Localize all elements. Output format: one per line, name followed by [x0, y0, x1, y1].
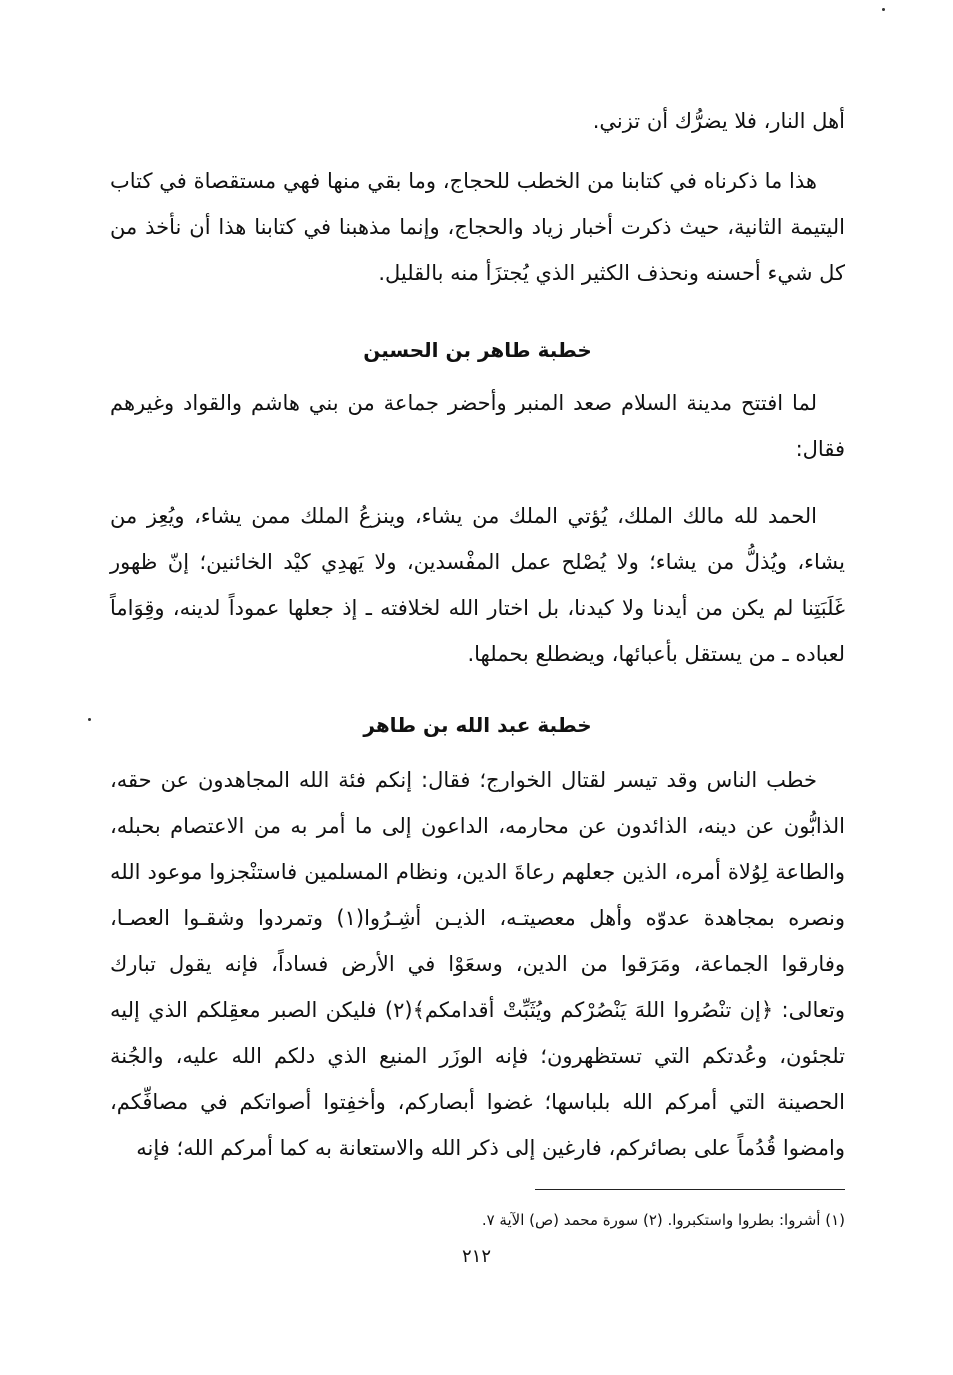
paragraph-closing-line: [110, 98, 845, 144]
scan-speck: [88, 718, 91, 721]
paragraph-text: هذا ما ذكرناه في كتابنا من الخطب للحجاج، وما بقي منها فهي مستقصاة في كتاب اليتيمة الثانية، حيث ذكرت أخبار زياد والحجاج، وإنما مذهبنا في كتابنا هذا أن نأخذ من كل شيء أحسنه ونحذف الكثير الذي يُجتزَأ منه بالقليل.: [110, 169, 845, 285]
paragraph-text: خطب الناس وقد تيسر لقتال الخوارج؛ فقال: إنكم فئة الله المجاهدون عن حقه، الذابُّون عن دينه، الذائدون عن محارمه، الداعون إلى ما أمر به من الاعتصام بحبله، والطاعة لِوُلاة أمره، الذين جعلهم رعاةَ الدين، ونظام المسلمين فاستنْجزوا موعود الله ونصره بمجاهدة عدوّه وأهل معصيتـه، الذيـن أشِـرُوا(١) وتمردوا وشقـوا العصـا، وفارقوا الجماعة، ومَرَقوا من الدين، وسعَوْا في الأرض فساداً، فإنه يقول تبارك وتعالى: ﴿إن تنْصُروا اللهَ يَنْصُرْكم ويُثَبِّتْ أقدامكم﴾(٢) فليكن الصبر معقِلكم الذي إليه تلجئون، وعُدتكم التي تستظهرون؛ فإنه الوزَر المنيع الذي دلكم الله عليه، والجُنة الحصينة التي أمركم الله بلباسها؛ غضوا أبصاركم، وأخفِتوا أصواتكم في مصافِّكم، وامضوا قُدُماً على بصائركم، فارغين إلى ذكر الله والاستعانة به كما أمركم الله؛ فإنه: [110, 768, 845, 1160]
paragraph-text: الحمد لله مالك الملك، يُؤتي الملك من يشاء، وينزعُ الملك ممن يشاء، ويُعِز من يشاء، ويُذلُّ من يشاء؛ ولا يُصْلح عمل المفْسدين، ولا يَهدِي كيْد الخائنين؛ إنّ ظهور غَلَبَتِنا لم يكن من أيدنا ولا كيدنا، بل اختار الله لخلافته ـ إذ جعلها عموداً لدينه، وقِوَاماً لعباده ـ من يستقل بأعبائها، ويضطلع بحملها.: [110, 504, 845, 666]
paragraph-abdullah-speech: [110, 757, 845, 1171]
paragraph-text: أهل النار، فلا يضرُّك أن تزني.: [592, 109, 845, 133]
paragraph-tahir-speech: [110, 493, 845, 677]
paragraph-tahir-context: [110, 380, 845, 472]
paragraph-intro: [110, 158, 845, 296]
footnote-divider: [535, 1189, 845, 1190]
page-number: ٢١٢: [461, 1246, 491, 1267]
scan-speck: [882, 8, 885, 11]
footnotes: (١) أشروا: بطروا واستكبروا. (٢) سورة محمد (ص) الآية ٧.: [481, 1211, 845, 1229]
section-heading-abdullah: خطبة عبد الله بن طاهر: [363, 713, 592, 737]
section-heading-tahir: خطبة طاهر بن الحسين: [363, 338, 592, 362]
paragraph-text: لما افتتح مدينة السلام صعد المنبر وأحضر جماعة من بني هاشم والقواد وغيرهم فقال:: [110, 391, 845, 461]
